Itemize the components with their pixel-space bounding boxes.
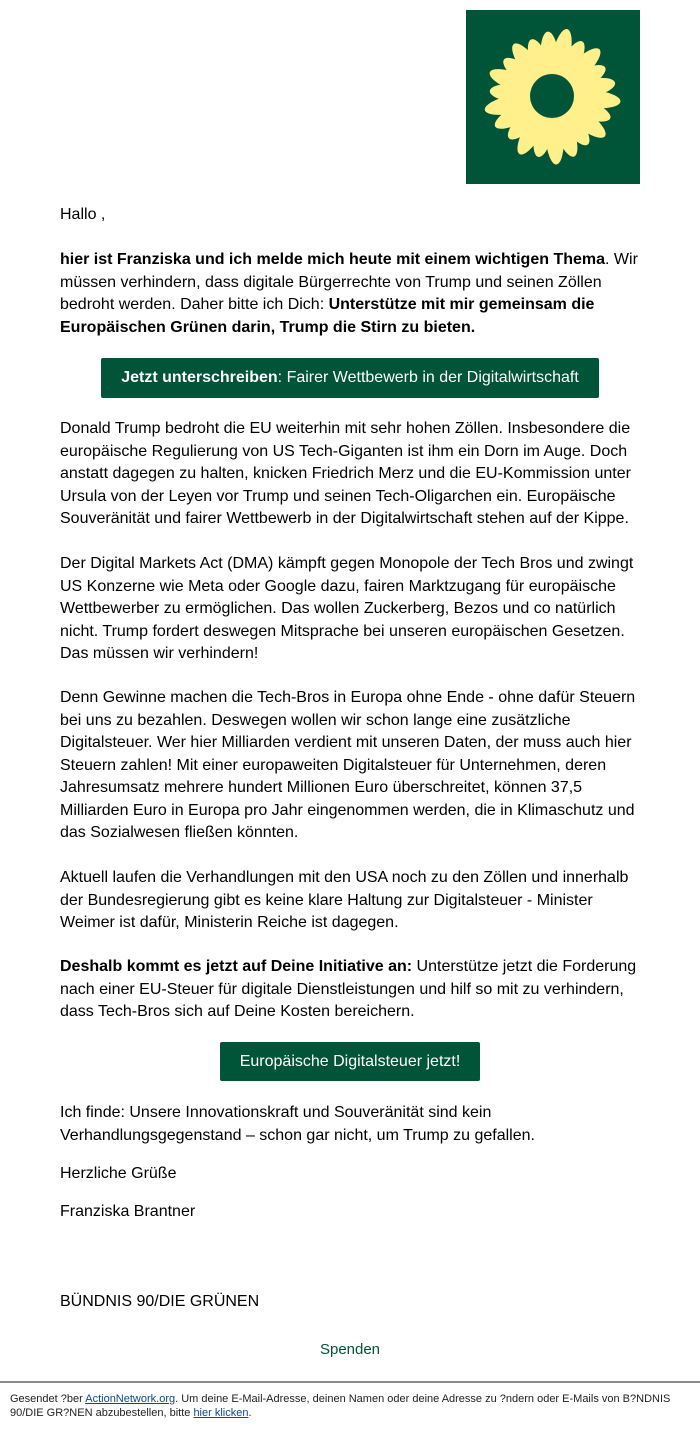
footer-prefix: Gesendet ?ber <box>10 1393 86 1405</box>
closing-paragraph: Ich finde: Unsere Innovationskraft und Souveränität sind kein Verhandlungsgegenstand – schon gar nicht, um Trump zu gefallen. <box>60 1104 535 1144</box>
logo <box>466 10 640 184</box>
sign-petition-rest: : Fairer Wettbewerb in der Digitalwirtschaft <box>277 369 579 386</box>
signature: Franziska Brantner <box>60 1203 196 1220</box>
regards: Herzliche Grüße <box>60 1165 177 1182</box>
footer-divider <box>0 1381 700 1383</box>
initiative-paragraph <box>60 956 640 1024</box>
footer-middle: . Um deine E-Mail-Adresse, deinen Namen oder deine Adresse zu ?ndern oder E-Mails von B?NDNIS 90/DIE GR?NEN abzubestellen, bitte <box>10 1393 671 1419</box>
paragraph-negotiations: Aktuell laufen die Verhandlungen mit den USA noch zu den Zöllen und innerhalb der Bundesregierung gibt es keine klare Haltung zur Digitalsteuer - Minister Weimer ist dafür, Ministerin Reiche ist dagegen. <box>60 869 629 931</box>
sunflower-logo-icon <box>466 10 640 184</box>
intro-text: . Wir müssen verhindern, dass digitale Bürgerrechte von Trump und seinen Zöllen bedroht werden. Daher bitte ich Dich: <box>60 251 638 313</box>
intro-bold-appeal: Unterstütze mit mir gemeinsam die Europäischen Grünen darin, Trump die Stirn zu bieten. <box>60 296 595 336</box>
unsubscribe-link[interactable]: hier klicken <box>193 1407 249 1419</box>
footer <box>10 1392 682 1420</box>
initiative-bold: Deshalb kommt es jetzt auf Deine Initiative an: <box>60 958 413 975</box>
organization-name: BÜNDNIS 90/DIE GRÜNEN <box>60 1293 260 1310</box>
sign-petition-bold: Jetzt unterschreiben <box>121 369 278 386</box>
digital-tax-button[interactable]: Europäische Digitalsteuer jetzt! <box>220 1042 480 1081</box>
donate-link[interactable]: Spenden <box>319 1341 381 1358</box>
intro-paragraph <box>60 249 640 339</box>
paragraph-digital-tax: Denn Gewinne machen die Tech-Bros in Europa ohne Ende - ohne dafür Steuern bei uns zu bezahlen. Deswegen wollen wir schon lange eine zusätzliche Digitalsteuer. Wer hier Milliarden verdient mit unseren Daten, der muss auch hier Steuern zahlen! Mit einer europaweiten Digitalsteuer für Unternehmen, deren Jahresumsatz mehrere hundert Millionen Euro überschreitet, können 37,5 Milliarden Euro in Europa pro Jahr eingenommen werden, die in Klimaschutz und das Sozialwesen fließen könnten. <box>60 689 636 841</box>
initiative-text: Unterstütze jetzt die Forderung nach einer EU-Steuer für digitale Dienstleistungen und hilf so mit zu verhindern, dass Tech-Bros sich auf Deine Kosten bereichern. <box>60 958 637 1020</box>
footer-suffix: . <box>248 1407 252 1419</box>
intro-bold-lead: hier ist Franziska und ich melde mich heute mit einem wichtigen Thema <box>60 251 606 268</box>
paragraph-trump-tariffs: Donald Trump bedroht die EU weiterhin mit sehr hohen Zöllen. Insbesondere die europäische Regulierung von US Tech-Giganten ist ihm ein Dorn im Auge. Doch anstatt dagegen zu halten, knicken Friedrich Merz und die EU-Kommission unter Ursula von der Leyen vor Trump und seinen Tech-Oligarchen ein. Europäische Souveränität und fairer Wettbewerb in der Digitalwirtschaft stehen auf der Kippe. <box>60 420 631 527</box>
paragraph-dma: Der Digital Markets Act (DMA) kämpft gegen Monopole der Tech Bros und zwingt US Konzerne wie Meta oder Google dazu, fairen Marktzugang für europäische Wettbewerber zu ermöglichen. Das wollen Zuckerberg, Bezos und co natürlich nicht. Trump fordert deswegen Mitsprache bei unseren europäischen Gesetzen. Das müssen wir verhindern! <box>60 555 634 662</box>
sign-petition-button[interactable] <box>101 358 599 398</box>
actionnetwork-link[interactable]: ActionNetwork.org <box>85 1393 176 1405</box>
greeting: Hallo , <box>60 206 106 223</box>
